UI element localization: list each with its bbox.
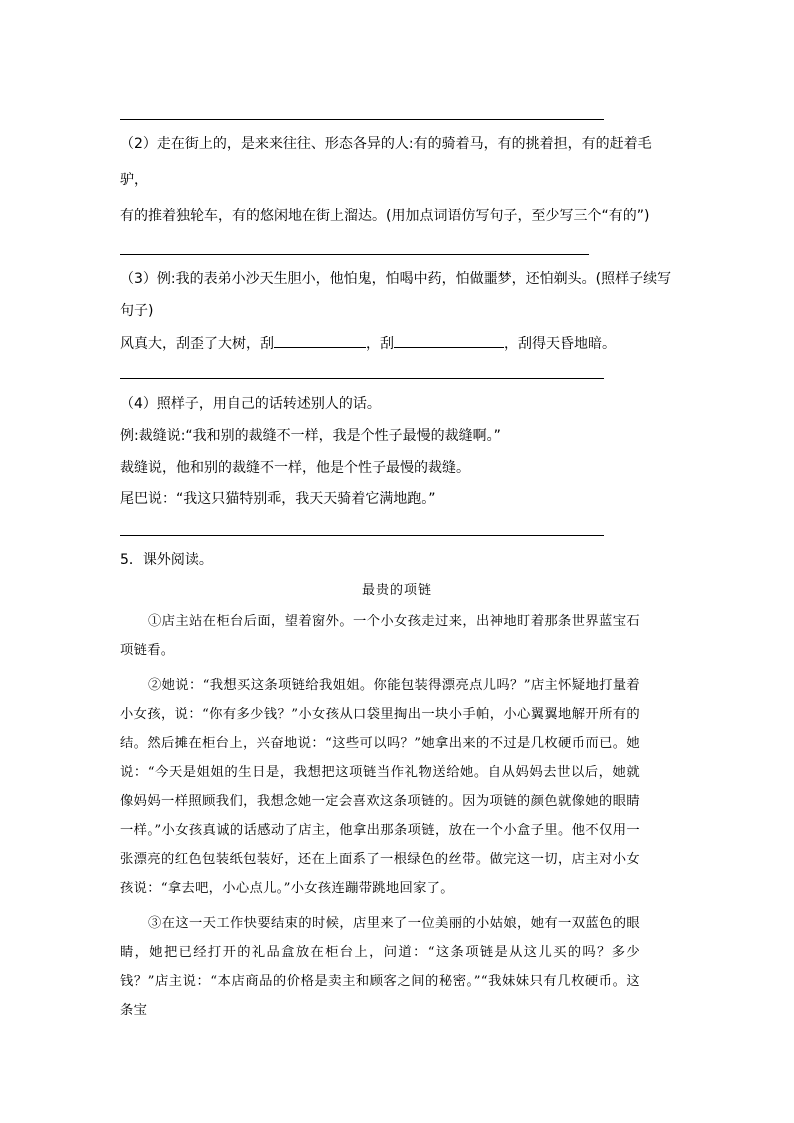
story-paragraph: ①店主站在柜台后面，望着窗外。一个小女孩走过来，出神地盯着那条世界蓝宝石项链看。	[120, 614, 640, 658]
q5-heading: 5．课外阅读。	[120, 552, 213, 568]
story-paragraph: ③在这一天工作快要结束的时候，店里来了一位美丽的小姑娘，她有一双蓝色的眼睛，她把已经打开的礼品盒放在柜台上，问道：“这条项链是从这儿买的吗？多少钱？”店主说：“本店商品的价格是卖主和顾客之间的秘密。”“我妹妹只有几枚硬币。这条宝	[120, 916, 640, 1018]
q2-line-3: 有的推着独轮车，有的悠闲地在街上溜达。(用加点词语仿写句子，至少写三个“有的”)	[120, 208, 650, 224]
answer-line	[120, 535, 604, 536]
q2-line-1: （2）走在街上的，是来来往往、形态各异的人:有的骑着马，有的挑着担，有的赶着毛	[120, 136, 652, 152]
q3-line-1: （3）例:我的表弟小沙天生胆小，他怕鬼，怕喝中药，怕做噩梦，还怕剃头。(照样子续写	[120, 271, 672, 287]
q4-line-3: 裁缝说，他和别的裁缝不一样，他是个性子最慢的裁缝。	[120, 460, 470, 476]
answer-line	[120, 119, 604, 120]
answer-line	[120, 378, 604, 379]
answer-line	[120, 254, 589, 255]
q4-line-2: 例:裁缝说:“我和别的裁缝不一样，我是个性子最慢的裁缝啊。”	[120, 428, 501, 444]
q3-fill-mid: ，刮	[366, 336, 394, 352]
q3-fill-suffix: ，刮得天昏地暗。	[504, 336, 616, 352]
fill-blank-1[interactable]	[274, 333, 366, 348]
story-body	[120, 607, 640, 1031]
q2-line-2: 驴，	[120, 172, 148, 188]
q4-line-4: 尾巴说：“我这只猫特别乖，我天天骑着它满地跑。”	[120, 491, 436, 507]
story-title: 最贵的项链	[361, 583, 432, 598]
story-paragraph: ②她说：“我想买这条项链给我姐姐。你能包装得漂亮点儿吗？”店主怀疑地打量着小女孩，说：“你有多少钱？”小女孩从口袋里掏出一块小手帕，小心翼翼地解开所有的结。然后摊在柜台上，兴奋地说：“这些可以吗？”她拿出来的不过是几枚硬币而已。她说：“今天是姐姐的生日是，我想把这项链当作礼物送给她。自从妈妈去世以后，她就像妈妈一样照顾我们，我想念她一定会喜欢这条项链的。因为项链的颜色就像她的眼睛一样。”小女孩真诚的话感动了店主，他拿出那条项链，放在一个小盒子里。他不仅用一张漂亮的红色包装纸包装好，还在上面系了一根绿色的丝带。做完这一切，店主对小女孩说：“拿去吧，小心点儿。”小女孩连蹦带跳地回家了。	[120, 678, 640, 896]
q4-line-1: （4）照样子，用自己的话转述别人的话。	[120, 396, 381, 412]
q3-fill-prefix: 风真大，刮歪了大树，刮	[120, 336, 274, 352]
q3-line-2: 句子)	[120, 303, 154, 319]
q3-fill-line	[120, 333, 616, 354]
fill-blank-2[interactable]	[394, 333, 504, 348]
